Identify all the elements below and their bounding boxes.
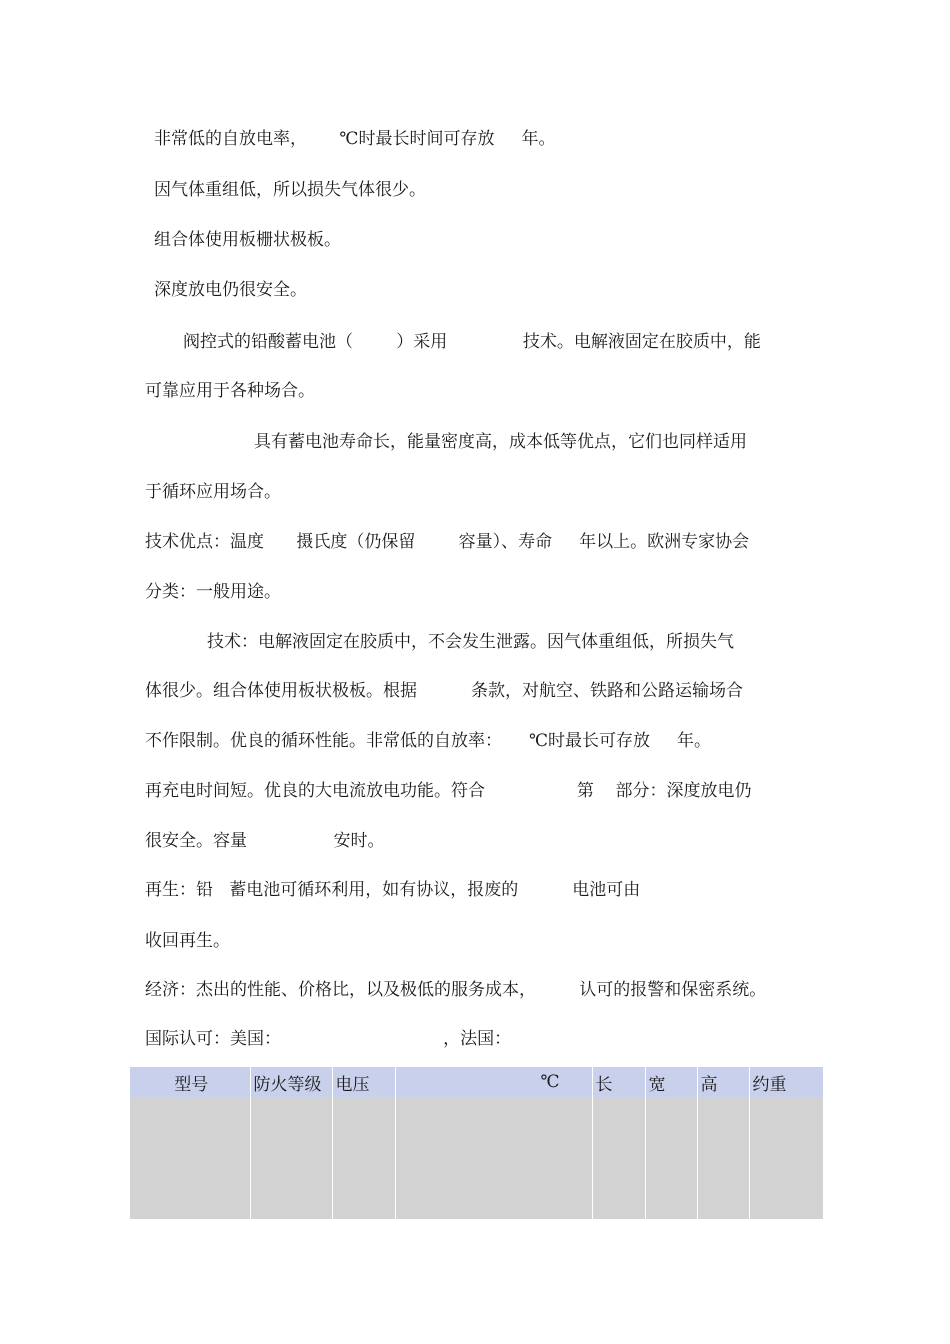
text-line: 深度放电仍很安全。	[154, 280, 307, 300]
text-line: 收回再生。	[145, 931, 230, 951]
table-cell	[395, 1097, 592, 1219]
text-line: 具有蓄电池寿命长，能量密度高，成本低等优点，它们也同样适用	[254, 432, 747, 452]
text-line: 可靠应用于各种场合。	[145, 381, 315, 401]
table-header-row	[130, 1067, 823, 1097]
table-row	[130, 1097, 823, 1219]
text-line: 经济：杰出的性能、价格比，以及极低的服务成本， 认可的报警和保密系统。	[145, 980, 767, 1000]
text-line: 再充电时间短。优良的大电流放电功能。符合 第 部分：深度放电仍	[145, 781, 752, 801]
table-cell	[749, 1097, 823, 1219]
column-header-length: 长	[592, 1067, 645, 1097]
text-line: 组合体使用板栅状极板。	[154, 230, 341, 250]
column-header-fire-rating: 防火等级	[250, 1067, 332, 1097]
table-cell	[697, 1097, 749, 1219]
text-line: 不作限制。优良的循环性能。非常低的自放率： ℃时最长可存放 年。	[145, 731, 712, 751]
column-header-weight: 约重	[749, 1067, 823, 1097]
text-line: 体很少。组合体使用板状极板。根据 条款，对航空、铁路和公路运输场合	[145, 681, 744, 701]
text-line: 非常低的自放电率， ℃时最长时间可存放 年。	[154, 129, 556, 149]
table-cell	[130, 1097, 250, 1219]
column-header-temperature: ℃	[395, 1067, 592, 1097]
text-line: 阀控式的铅酸蓄电池（ ）采用 技术。电解液固定在胶质中，能	[183, 332, 761, 352]
text-line: 再生：铅 蓄电池可循环利用，如有协议，报废的 电池可由	[145, 880, 641, 900]
table-cell	[592, 1097, 645, 1219]
text-line: 国际认可：美国： ，法国：	[145, 1029, 512, 1049]
text-line: 因气体重组低，所以损失气体很少。	[154, 180, 426, 200]
column-header-height: 高	[697, 1067, 749, 1097]
text-line: 很安全。容量 安时。	[145, 831, 385, 851]
column-header-model: 型号	[130, 1067, 250, 1097]
text-line: 技术：电解液固定在胶质中，不会发生泄露。因气体重组低，所损失气	[207, 632, 734, 652]
table-cell	[250, 1097, 332, 1219]
text-line: 分类：一般用途。	[145, 582, 281, 602]
column-header-width: 宽	[645, 1067, 697, 1097]
text-line: 技术优点：温度 摄氏度（仍保留 容量）、寿命 年以上。欧洲专家协会	[145, 532, 750, 552]
table-cell	[645, 1097, 697, 1219]
text-line: 于循环应用场合。	[145, 482, 281, 502]
spec-table	[130, 1067, 824, 1219]
table-cell	[332, 1097, 395, 1219]
column-header-voltage: 电压	[332, 1067, 395, 1097]
